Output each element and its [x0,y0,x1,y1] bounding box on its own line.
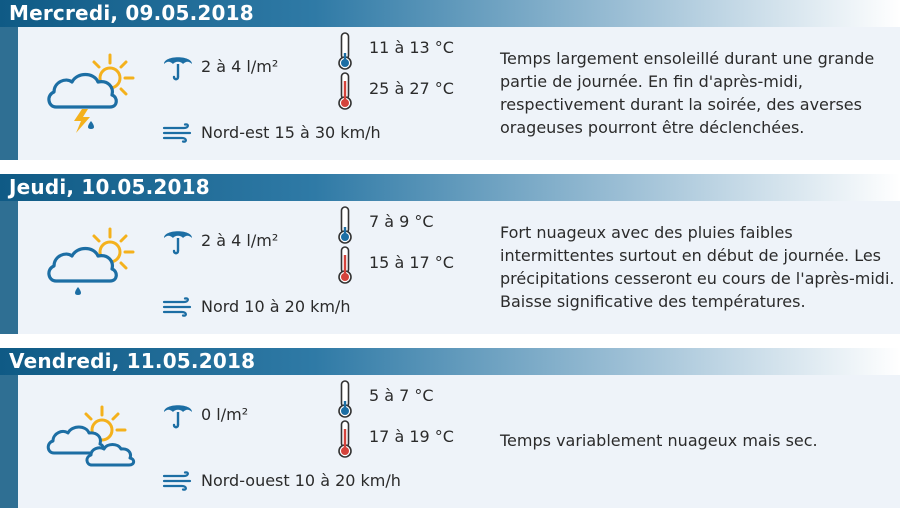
thermometer-warm-icon [336,245,354,285]
day-title: Vendredi, 11.05.2018 [9,349,256,373]
wind-icon [162,123,194,143]
day-header [0,0,900,27]
thermometer-cold-icon [336,205,354,245]
temperature-min: 11 à 13 °C [369,38,454,57]
temperature-max: 25 à 27 °C [369,79,454,98]
cloud-sun-thunder-rain-icon [44,51,140,133]
day-forecast-2 [0,174,900,337]
temperature-max: 17 à 19 °C [369,427,454,446]
temperature-min: 5 à 7 °C [369,386,434,405]
temperature-min: 7 à 9 °C [369,212,434,231]
sun-behind-clouds-icon [44,399,140,481]
day-title: Mercredi, 09.05.2018 [9,1,254,25]
day-panel [18,201,900,334]
thermometer-warm-icon [336,71,354,111]
day-panel [18,27,900,160]
day-description: Temps largement ensoleillé durant une grande partie de journée. En fin d'après-midi, respectivement durant la soirée, des averses orageuses pourront être déclenchées. [500,49,875,137]
umbrella-icon [162,224,194,256]
umbrella-icon [162,50,194,82]
side-stripe [0,201,18,334]
day-title: Jeudi, 10.05.2018 [9,175,210,199]
thermometer-cold-icon [336,31,354,71]
precipitation-value: 2 à 4 l/m² [201,57,279,76]
side-stripe [0,375,18,508]
wind-icon [162,471,194,491]
day-description: Temps variablement nuageux mais sec. [500,431,818,450]
temperature-max: 15 à 17 °C [369,253,454,272]
thermometer-warm-icon [336,419,354,459]
wind-value: Nord-est 15 à 30 km/h [201,123,381,142]
day-header [0,174,900,201]
wind-value: Nord-ouest 10 à 20 km/h [201,471,401,490]
umbrella-icon [162,398,194,430]
precipitation-value: 2 à 4 l/m² [201,231,279,250]
day-description: Fort nuageux avec des pluies faibles intermittentes surtout en début de journée. Les précipitations cesseront eu cours de l'après-midi. Baisse significative des températures. [500,223,895,311]
side-stripe [0,27,18,160]
cloud-sun-rain-icon [44,225,140,307]
wind-icon [162,297,194,317]
wind-value: Nord 10 à 20 km/h [201,297,351,316]
day-header [0,348,900,375]
day-panel [18,375,900,508]
precipitation-value: 0 l/m² [201,405,249,424]
thermometer-cold-icon [336,379,354,419]
day-forecast-3 [0,348,900,511]
day-forecast-1 [0,0,900,163]
